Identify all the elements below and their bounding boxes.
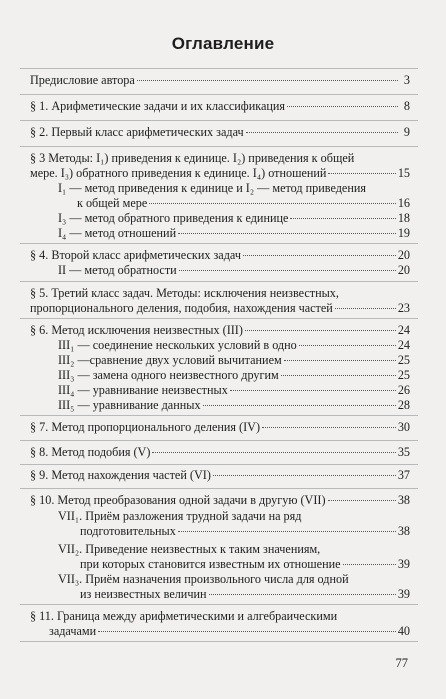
toc-entry-s6: § 6. Метод исключения неизвестных (III) 24 xyxy=(30,323,410,337)
toc-entry-s4: § 4. Второй класс арифметических задач 20 xyxy=(30,248,410,262)
divider xyxy=(20,281,418,282)
toc-entry-s2: § 2. Первый класс арифметических задач 9 xyxy=(30,125,410,139)
toc-subentry-vii1: VII₁. Приём разложения трудной задачи на ряд подготовительных 38 xyxy=(58,509,410,538)
toc-entry-s5: § 5. Третий класс задач. Методы: исключения неизвестных, пропорционального деления, подобия, нахождения частей 23 xyxy=(30,286,410,315)
toc-entry-s11: § 11. Граница между арифметическими и алгебраическими задачами 40 xyxy=(30,609,410,638)
toc-subentry-iii5: III₅ — уравнивание данных 28 xyxy=(58,398,410,412)
toc-entry-s10: § 10. Метод преобразования одной задачи в другую (VII) 38 xyxy=(30,493,410,507)
divider xyxy=(20,641,418,642)
toc-subentry-iii3: III₃ — замена одного неизвестного другим 25 xyxy=(58,368,410,382)
toc-subentry-i1: I₁ — метод приведения к единице и I₂ — метод приведения к общей мере 16 xyxy=(58,181,410,210)
divider xyxy=(20,415,418,416)
toc-entry-s3: § 3 Методы: I₁) приведения к единице. I₂) приведения к общей мере. I₃) обратного приведения к единице. I₄) отношений 15 xyxy=(30,151,410,180)
toc-subentry-i3: I₃ — метод обратного приведения к единице 18 xyxy=(58,211,410,225)
toc-entry-preface: Предисловие автора 3 xyxy=(30,73,410,87)
toc-subentry-iii4: III₄ — уравнивание неизвестных 26 xyxy=(58,383,410,397)
toc-subentry-iii1: III₁ — соединение нескольких условий в одно 24 xyxy=(58,338,410,352)
divider xyxy=(20,488,418,489)
divider xyxy=(20,464,418,465)
divider xyxy=(20,68,418,69)
divider xyxy=(20,440,418,441)
toc-subentry-vii2: VII₂. Приведение неизвестных к таким значениям, при которых становится известным их отношение 39 xyxy=(58,542,410,571)
divider xyxy=(20,243,418,244)
divider xyxy=(20,146,418,147)
divider xyxy=(20,318,418,319)
divider xyxy=(20,120,418,121)
page-number: 77 xyxy=(395,656,408,670)
toc-subentry-ii: II — метод обратности 20 xyxy=(58,263,410,277)
toc-subentry-i4: I₄ — метод отношений 19 xyxy=(58,226,410,240)
toc-entry-s9: § 9. Метод нахождения частей (VI) 37 xyxy=(30,468,410,482)
toc-subentry-vii3: VII₃. Приём назначения произвольного числа для одной из неизвестных величин 39 xyxy=(58,572,410,601)
page-title: Оглавление xyxy=(171,34,275,53)
divider xyxy=(20,94,418,95)
divider xyxy=(20,604,418,605)
toc-subentry-iii2: III₂ —сравнение двух условий вычитанием 25 xyxy=(58,353,410,367)
toc-entry-s8: § 8. Метод подобия (V) 35 xyxy=(30,445,410,459)
toc-entry-s1: § 1. Арифметические задачи и их классификация 8 xyxy=(30,99,410,113)
toc-entry-s7: § 7. Метод пропорционального деления (IV) 30 xyxy=(30,420,410,434)
